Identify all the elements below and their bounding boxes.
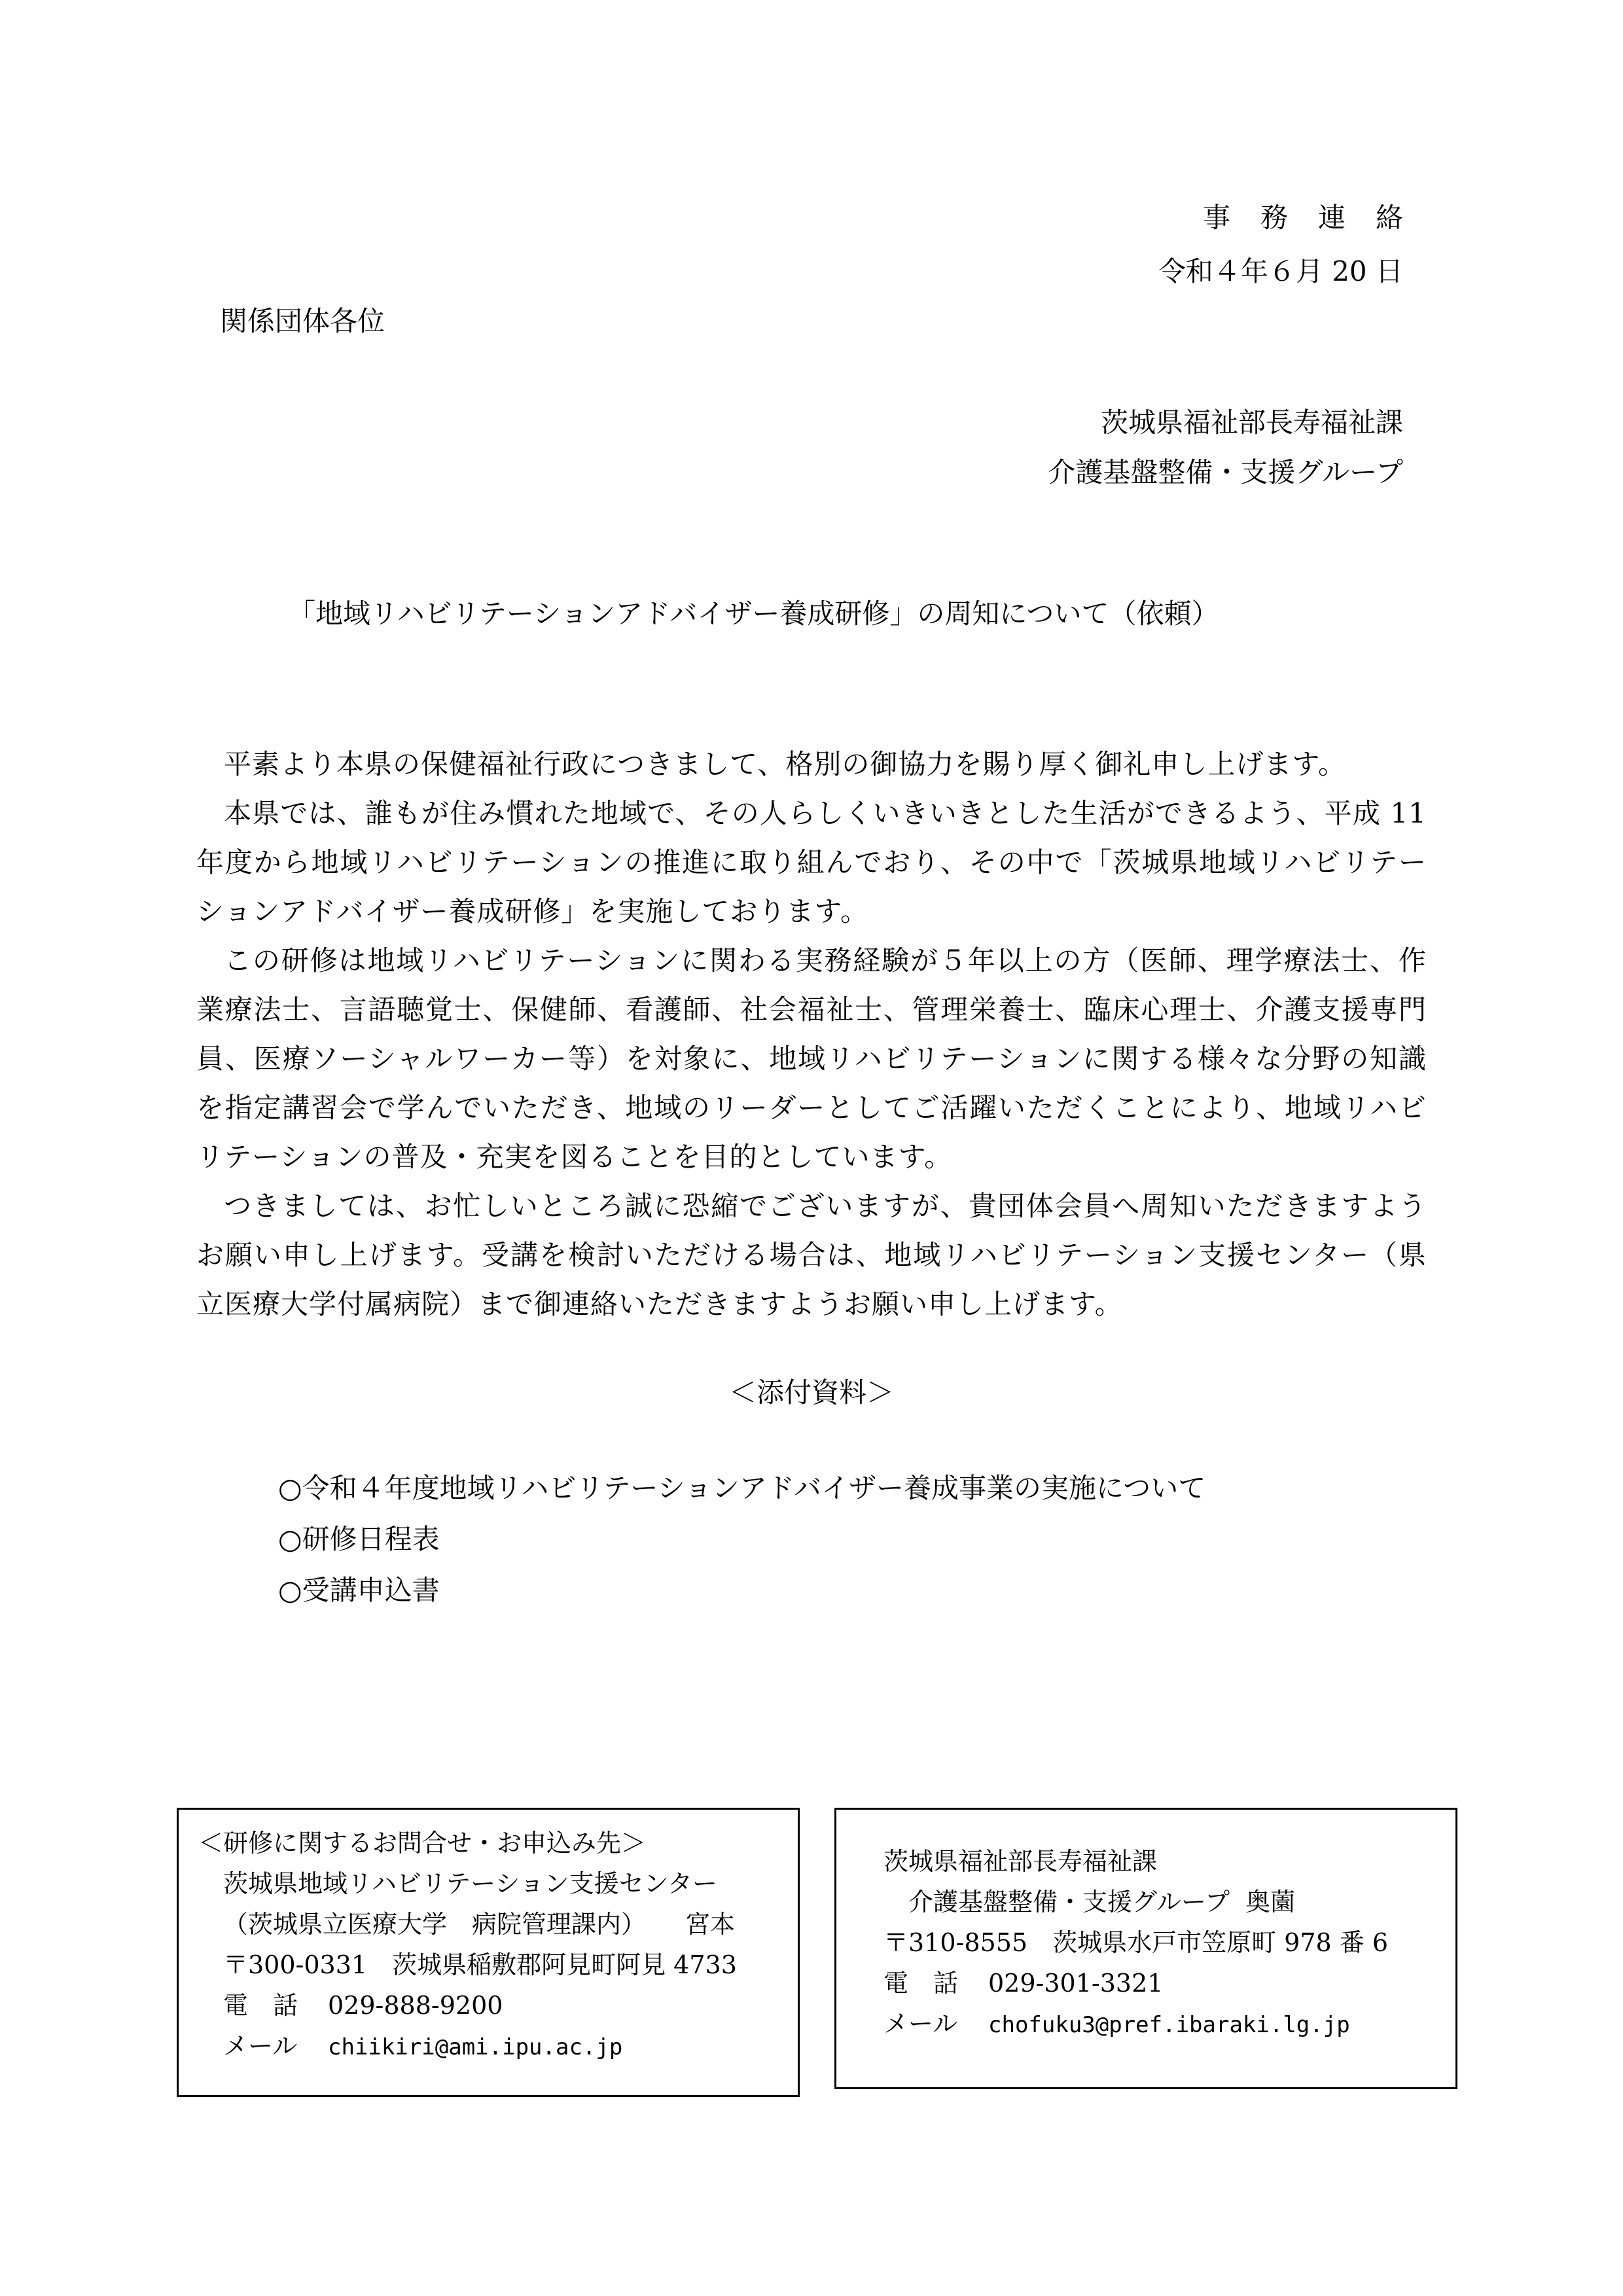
mail-label: メール — [223, 2032, 298, 2060]
mail-label: メール — [883, 2009, 958, 2038]
contact-phone-line — [198, 1985, 798, 2026]
document-subject: 「地域リハビリテーションアドバイザー養成研修」の周知について（依頼） — [288, 598, 1219, 630]
sender-org: 茨城県福祉部長寿福祉課 — [1100, 406, 1403, 439]
phone-label: 電 話 — [883, 1969, 959, 1998]
contact-org: 茨城県福祉部長寿福祉課 — [883, 1847, 1158, 1876]
body-paragraph: 平素より本県の保健福祉行政につきまして、格別の御協力を賜り厚く御礼申し上げます。 — [224, 748, 1346, 780]
contact-dept-line — [198, 1904, 798, 1945]
contact-address: 〒310-8555 茨城県水戸市笠原町 978 番 6 — [883, 1928, 1389, 1957]
contact-box-inquiry — [177, 1808, 800, 2097]
contact-mail[interactable]: chofuku3@pref.ibaraki.lg.jp — [988, 2012, 1350, 2038]
contact-phone: 029-301-3321 — [988, 1969, 1164, 1998]
contact-person: 宮本 — [685, 1910, 736, 1939]
contact-group: 介護基盤整備・支援グループ — [908, 1888, 1230, 1916]
attachment-item: ○受講申込書 — [278, 1574, 440, 1606]
contact-person: 奥薗 — [1245, 1888, 1295, 1916]
body-paragraph: つきましては、お忙しいところ誠に恐縮でございますが、貴団体会員へ周知いただきますようお願い申し上げます。受講を検討いただける場合は、地域リハビリテーション支援センター（県立医療大学付属病院）まで御連絡いただきますようお願い申し上げます。 — [196, 1190, 1427, 1320]
attachments-heading: ＜添付資料＞ — [728, 1376, 894, 1408]
document-type: 事務連絡 — [1202, 202, 1433, 234]
body-text — [196, 740, 1427, 1329]
contact-phone-line — [883, 1963, 1455, 2003]
recipient: 関係団体各位 — [220, 305, 385, 337]
body-paragraph: 本県では、誰もが住み慣れた地域で、その人らしくいきいきとした生活ができるよう、平成 11 年度から地域リハビリテーションの推進に取り組んでおり、その中で「茨城県地域リハビリテーションアドバイザー養成研修」を実施しております。 — [196, 797, 1427, 927]
contact-group-line — [883, 1882, 1455, 1922]
contact-org: 茨城県地域リハビリテーション支援センター — [223, 1869, 718, 1898]
document-date: 令和４年６月 20 日 — [1158, 255, 1403, 287]
sender-block — [1048, 398, 1403, 497]
attachments-list — [278, 1463, 1205, 1616]
contact-dept: （茨城県立医療大学 病院管理課内） — [223, 1910, 647, 1939]
attachment-item: ○研修日程表 — [278, 1523, 440, 1555]
phone-label: 電 話 — [223, 1991, 298, 2020]
contact-box-prefecture — [834, 1808, 1457, 2089]
body-paragraph: この研修は地域リハビリテーションに関わる実務経験が５年以上の方（医師、理学療法士、作業療法士、言語聴覚士、保健師、看護師、社会福祉士、管理栄養士、臨床心理士、介護支援専門員、医療ソーシャルワーカー等）を対象に、地域リハビリテーションに関する様々な分野の知識を指定講習会で学んでいただき、地域のリーダーとしてご活躍いただくことにより、地域リハビリテーションの普及・充実を図ることを目的としています。 — [196, 944, 1427, 1173]
attachment-item: ○令和４年度地域リハビリテーションアドバイザー養成事業の実施について — [278, 1472, 1206, 1504]
sender-group: 介護基盤整備・支援グループ — [1048, 456, 1403, 488]
contact-mail[interactable]: chiikiri@ami.ipu.ac.jp — [328, 2034, 623, 2060]
contact-mail-line — [883, 2003, 1455, 2045]
contact-mail-line — [198, 2026, 798, 2068]
contact-address: 〒300-0331 茨城県稲敷郡阿見町阿見 4733 — [223, 1950, 737, 1979]
contact-phone: 029-888-9200 — [328, 1991, 503, 2020]
contact-heading: ＜研修に関するお問合せ・お申込み先＞ — [198, 1829, 647, 1857]
